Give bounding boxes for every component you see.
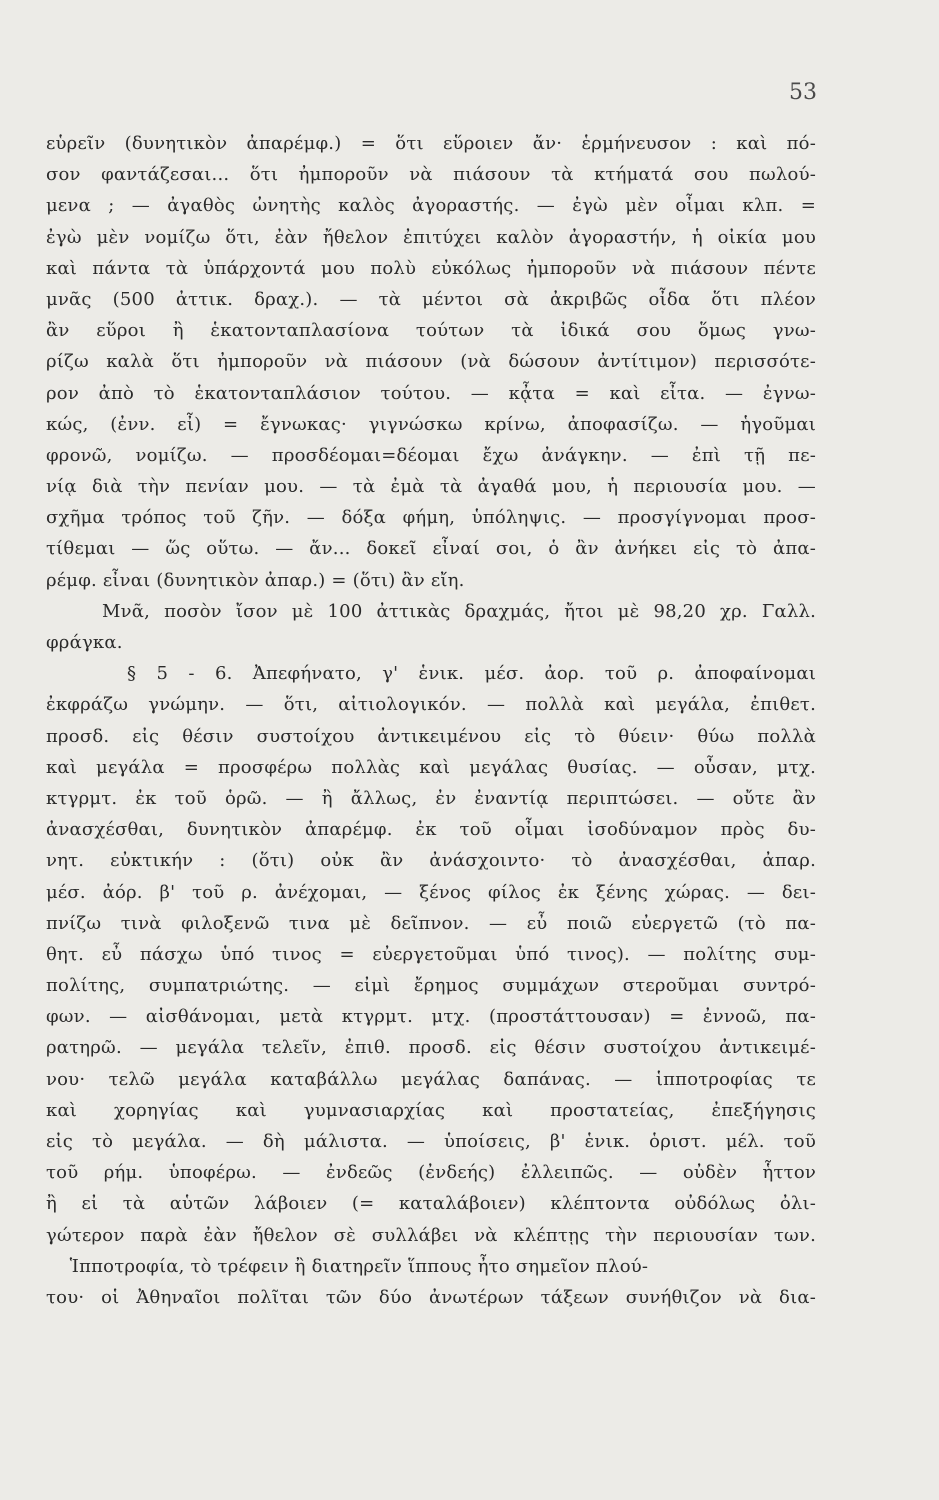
- text-line: καὶ πάντα τὰ ὑπάρχοντά μου πολὺ εὐκόλως ἠμποροῦν νὰ πιάσουν πέντε: [46, 257, 816, 279]
- text-line: γώτερον παρὰ ἐὰν ἤθελον σὲ συλλάβει νὰ κλέπτῃς τὴν περιουσίαν των.: [46, 1224, 816, 1246]
- text-line: θητ. εὖ πάσχω ὑπό τινος = εὐεργετοῦμαι ὑπό τινος). — πολίτης συμ-: [46, 943, 816, 965]
- text-line: [46, 1313, 816, 1344]
- text-line: τίθεμαι — ὥς οὕτω. — ἄν... δοκεῖ εἶναί σοι, ὁ ἂν ἀνήκει εἰς τὸ ἀπα-: [46, 538, 816, 560]
- text-line: καὶ χορηγίας καὶ γυμνασιαρχίας καὶ προστατείας, ἐπεξήγησις: [46, 1099, 816, 1121]
- text-line: ρον ἀπὸ τὸ ἑκατονταπλάσιον τούτου. — κᾆτα = καὶ εἶτα. — ἐγνω-: [46, 382, 816, 404]
- text-line: μενα ; — ἀγαθὸς ὠνητὴς καλὸς ἀγοραστής. — ἐγὼ μὲν οἶμαι κλπ. =: [46, 195, 816, 217]
- text-line: ἂν εὕροι ἢ ἑκατονταπλασίονα τούτων τὰ ἰδικά σου ὅμως γνω-: [46, 320, 816, 342]
- text-line: ρέμφ. εἶναι (δυνητικὸν ἀπαρ.) = (ὅτι) ἂν εἴη.: [46, 569, 465, 591]
- text-line: εὑρεῖν (δυνητικὸν ἀπαρέμφ.) = ὅτι εὕροιεν ἄν· ἑρμήνευσον : καὶ πό-: [46, 133, 816, 154]
- text-line: φρονῶ, νομίζω. — προσδέομαι=δέομαι ἔχω ἀνάγκην. — ἐπὶ τῇ πε-: [46, 444, 816, 466]
- text-line: ἐγὼ μὲν νομίζω ὅτι, ἐὰν ἤθελον ἐπιτύχει καλὸν ἀγοραστήν, ἡ οἰκία μου: [46, 226, 816, 248]
- text-line: καὶ μεγάλα = προσφέρω πολλὰς καὶ μεγάλας θυσίας. — οὖσαν, μτχ.: [46, 756, 816, 778]
- text-line: πνίζω τινὰ φιλοξενῶ τινα μὲ δεῖπνον. — εὖ ποιῶ εὐεργετῶ (τὸ πα-: [46, 912, 816, 934]
- text-line: φων. — αἰσθάνομαι, μετὰ κτγρμτ. μτχ. (προστάττουσαν) = ἐννοῶ, πα-: [46, 1006, 816, 1028]
- text-line: σχῆμα τρόπος τοῦ ζῆν. — δόξα φήμη, ὑπόληψις. — προσγίγνομαι προσ-: [46, 507, 816, 529]
- text-line: κώς, (ἐνν. εἶ) = ἔγνωκας· γιγνώσκω κρίνω, ἀποφασίζω. — ἡγοῦμαι: [46, 413, 816, 435]
- text-line: νίᾳ διὰ τὴν πενίαν μου. — τὰ ἐμὰ τὰ ἀγαθά μου, ἡ περιουσία μου. —: [46, 476, 816, 498]
- text-line: φράγκα.: [46, 632, 123, 653]
- text-line: εἰς τὸ μεγάλα. — δὴ μάλιστα. — ὑποίσεις, β' ἑνικ. ὁριστ. μέλ. τοῦ: [46, 1131, 816, 1152]
- text-line: Ἱπποτροφία, τὸ τρέφειν ἢ διατηρεῖν ἵππους ἦτο σημεῖον πλού-: [46, 1255, 649, 1277]
- text-line: μέσ. ἀόρ. β' τοῦ ρ. ἀνέχομαι, — ξένος φίλος ἐκ ξένης χώρας. — δει-: [46, 881, 816, 903]
- text-line: ἐκφράζω γνώμην. — ὅτι, αἰτιολογικόν. — πολλὰ καὶ μεγάλα, ἐπιθετ.: [46, 694, 816, 716]
- text-line: § 5 - 6. Ἀπεφήνατο, γ' ἑνικ. μέσ. ἀορ. τοῦ ρ. ἀποφαίνομαι: [46, 663, 816, 685]
- text-line: Μνᾶ, ποσὸν ἴσον μὲ 100 ἀττικὰς δραχμάς, ἤτοι μὲ 98,20 χρ. Γαλλ.: [46, 600, 816, 622]
- text-line: ρατηρῶ. — μεγάλα τελεῖν, ἐπιθ. προσδ. εἰς θέσιν συστοίχου ἀντικειμέ-: [46, 1037, 816, 1059]
- text-line: νου· τελῶ μεγάλα καταβάλλω μεγάλας δαπάνας. — ἱπποτροφίας τε: [46, 1068, 816, 1090]
- text-line: ρίζω καλὰ ὅτι ἠμποροῦν νὰ πιάσουν (νὰ δώσουν ἀντίτιμον) περισσότε-: [46, 351, 816, 373]
- text-line: προσδ. εἰς θέσιν συστοίχου ἀντικειμένου εἰς τὸ θύειν· θύω πολλὰ: [46, 725, 816, 747]
- text-line: του· οἱ Ἀθηναῖοι πολῖται τῶν δύο ἀνωτέρων τάξεων συνήθιζον νὰ δια-: [46, 1286, 816, 1308]
- text-line: ἀνασχέσθαι, δυνητικὸν ἀπαρέμφ. ἐκ τοῦ οἶμαι ἰσοδύναμον πρὸς δυ-: [46, 819, 816, 841]
- page-number: 53: [789, 80, 817, 105]
- text-line: σον φαντάζεσαι... ὅτι ἠμποροῦν νὰ πιάσουν τὰ κτήματά σου πωλού-: [46, 164, 816, 186]
- body-text: [46, 128, 816, 1344]
- text-line: κτγρμτ. ἐκ τοῦ ὁρῶ. — ἢ ἄλλως, ἐν ἐναντίᾳ περιπτώσει. — οὔτε ἂν: [46, 787, 816, 809]
- text-line: πολίτης, συμπατριώτης. — εἰμὶ ἔρημος συμμάχων στεροῦμαι συντρό-: [46, 975, 816, 997]
- text-line: ἢ εἰ τὰ αὑτῶν λάβοιεν (= καταλάβοιεν) κλέπτοντα οὐδόλως ὀλι-: [46, 1193, 816, 1215]
- text-line: νητ. εὐκτικήν : (ὅτι) οὐκ ἂν ἀνάσχοιντο· τὸ ἀνασχέσθαι, ἀπαρ.: [46, 850, 816, 872]
- text-line: τοῦ ρήμ. ὑποφέρω. — ἐνδεῶς (ἐνδεής) ἐλλειπῶς. — οὐδὲν ἧττον: [46, 1162, 816, 1184]
- text-line: μνᾶς (500 ἀττικ. δραχ.). — τὰ μέντοι σὰ ἀκριβῶς οἶδα ὅτι πλέον: [46, 288, 816, 310]
